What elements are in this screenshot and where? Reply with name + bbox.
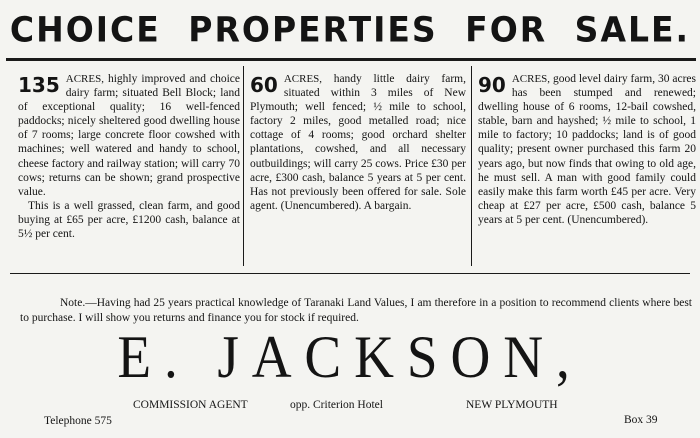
agent-town: NEW PLYMOUTH [466,399,558,411]
column-divider-1 [243,66,244,266]
listing-body: highly improved and choice dairy farm; situated Bell Block; land of exceptional quality; 16 well-fenced paddocks; nicely sheltered good dwelling house of 7 rooms; large concrete floor cowshed with machines; well watered and handy to school, cheese factory and railway station; will carry 70 cows; returns can be shown; grand prospective value. [18,73,241,198]
agent-address: opp. Criterion Hotel [290,399,383,411]
headline: CHOICE PROPERTIES FOR SALE. [9,9,691,50]
listing-body: good level dairy farm, 30 acres has been stumped and renewed; dwelling house of 6 rooms, 12-bail cowshed, stable, barn and hayshed; ½ mile to school, 1 mile to factory; 10 paddocks; land is of good quality; present owner purchased this farm 20 years ago, but now finds that owing to old age, he must sell. A man with good family could easily make this farm worth £45 per acre. Very cheap at £27 per acre, £500 cash, balance 5 years at 5 per cent. (Unencumbered). [478,73,696,226]
listing-column-3 [478,72,696,227]
listing-description [478,72,696,227]
agent-role: COMMISSION AGENT [133,399,248,411]
listing-acres-number: 60 [250,73,278,97]
listing-lead-word: ACRES, [65,73,104,85]
post-box: Box 39 [624,414,658,426]
listing-acres-number: 135 [18,73,60,97]
listing-lead-word: ACRES, [283,73,323,85]
listing-lead-word: ACRES, [511,73,551,85]
firm-name: E. JACKSON, [117,324,583,390]
top-rule [6,58,696,61]
listing-body: handy little dairy farm, situated within 3 miles of New Plymouth; well fenced; ½ mile to school, factory 2 miles, good metalled road; nice cottage of 4 rooms; good orchard shelter plantations, cowshed, and all necessary outbuildings; will carry 25 cows. Price £30 per acre, £300 cash, balance 5 years at 5 per cent. Has not previously been offered for sale. Sole agent. (Unencumbered). A bargain. [250,73,466,212]
listing-acres-number: 90 [478,73,506,97]
listing-column-1 [18,72,240,241]
listing-description [250,72,466,213]
column-divider-2 [471,66,472,266]
telephone-number: Telephone 575 [44,415,112,427]
middle-rule [10,273,690,274]
listing-column-2 [250,72,466,213]
agent-note: Note.—Having had 25 years practical knowledge of Taranaki Land Values, I am therefore in a position to recommend clients where best to purchase. I will show you returns and finance you for stock if required. [20,296,692,324]
listing-extra: This is a well grassed, clean farm, and good buying at £65 per acre, £1200 cash, balance at 5½ per cent. [18,199,240,241]
